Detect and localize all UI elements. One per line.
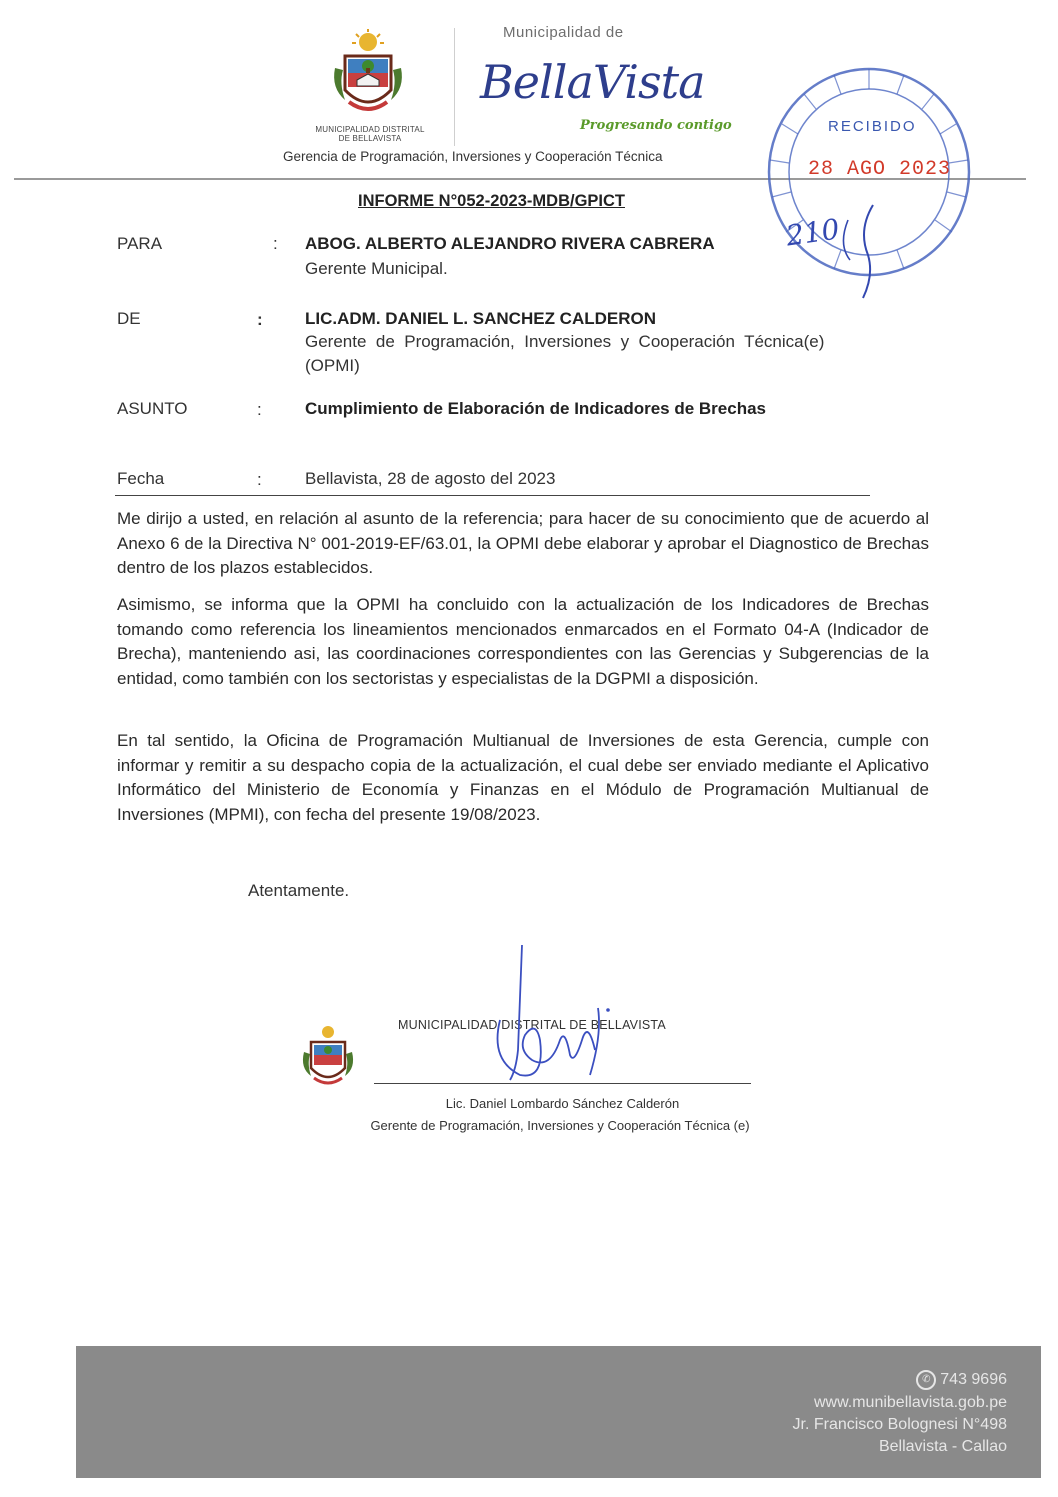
closing-text: Atentamente.	[248, 881, 350, 900]
fecha-colon: :	[257, 470, 262, 489]
footer-address: Jr. Francisco Bolognesi N°498	[792, 1416, 1007, 1433]
asunto-label: ASUNTO	[117, 399, 188, 418]
signatory-title: Gerente de Programación, Inversiones y Cooperación Técnica (e)	[370, 1118, 750, 1133]
signature-line	[374, 1083, 751, 1084]
municipality-crest-caption: MUNICIPALIDAD DISTRITAL DE BELLAVISTA	[315, 125, 425, 143]
subject-text: Cumplimiento de Elaboración de Indicadores de Brechas	[305, 399, 767, 418]
phone-icon: ✆	[916, 1370, 936, 1390]
stamp-received-text: RECIBIDO	[828, 118, 917, 135]
date-text: Bellavista, 28 de agosto del 2023	[305, 469, 556, 488]
sender-role: Gerente de Programación, Inversiones y Cooperación Técnica(e)	[305, 332, 825, 351]
brand-logo-text: BellaVista	[480, 55, 705, 109]
de-label: DE	[117, 309, 141, 328]
fecha-label: Fecha	[117, 469, 165, 488]
stamp-date-text: 28 AGO 2023	[808, 158, 952, 181]
signature-entity: MUNICIPALIDAD DISTRITAL DE BELLAVISTA	[398, 1018, 666, 1032]
brand-overline: Municipalidad de	[503, 24, 624, 41]
footer-website: www.munibellavista.gob.pe	[814, 1394, 1007, 1411]
body-paragraph-2: Asimismo, se informa que la OPMI ha concluido con la actualización de los Indicadores de Brechas tomando como referencia los lineamientos mencionados enmarcados en el Formato 04-A (Indicador de Brecha), manteniendo asi, las coordinaciones correspondientes con las Gerencias y Subgerencias de la entidad, como también con los sectoristas y especialistas de la DGPMI a disposición.	[117, 595, 929, 688]
header-block-rule	[115, 495, 870, 496]
brand-tagline: Progresando contigo	[580, 118, 732, 133]
sender-role-abbrev: (OPMI)	[305, 356, 360, 375]
recipient-name: ABOG. ALBERTO ALEJANDRO RIVERA CABRERA	[305, 234, 715, 253]
body-paragraph-3: En tal sentido, la Oficina de Programación Multianual de Inversiones de esta Gerencia, cumple con informar y remitir a su despacho copia de la actualización, el cual debe ser enviado mediante el Aplicativo Informático del Ministerio de Economía y Finanzas en el Módulo de Programación Multianual de Inversiones (MPMI), con fecha del presente 19/08/2023.	[117, 731, 929, 824]
header-divider	[454, 28, 455, 146]
municipal-crest	[327, 28, 409, 120]
de-colon: :	[257, 310, 263, 329]
footer-phone	[916, 1370, 1007, 1390]
handwritten-signature	[470, 940, 630, 1090]
department-heading: Gerencia de Programación, Inversiones y Cooperación Técnica	[283, 149, 663, 164]
footer-phone-text: 743 9696	[940, 1371, 1007, 1389]
para-colon: :	[273, 234, 278, 253]
report-title: INFORME N°052-2023-MDB/GPICT	[358, 192, 625, 210]
recipient-role: Gerente Municipal.	[305, 259, 448, 278]
stamp-handwritten-number: 210	[783, 212, 842, 253]
asunto-colon: :	[257, 400, 262, 419]
body-paragraph-1: Me dirijo a usted, en relación al asunto de la referencia; para hacer de su conocimiento que de acuerdo al Anexo 6 de la Directiva N° 001-2019-EF/63.01, la OPMI debe elaborar y aprobar el Diagnostico de Brechas dentro de los plazos establecidos.	[117, 509, 929, 577]
signature-crest	[298, 1022, 358, 1092]
footer-city: Bellavista - Callao	[878, 1438, 1007, 1455]
footer-bar	[76, 1346, 1041, 1478]
para-label: PARA	[117, 234, 163, 253]
signatory-name: Lic. Daniel Lombardo Sánchez Calderón	[445, 1096, 680, 1111]
sender-name: LIC.ADM. DANIEL L. SANCHEZ CALDERON	[305, 309, 657, 328]
